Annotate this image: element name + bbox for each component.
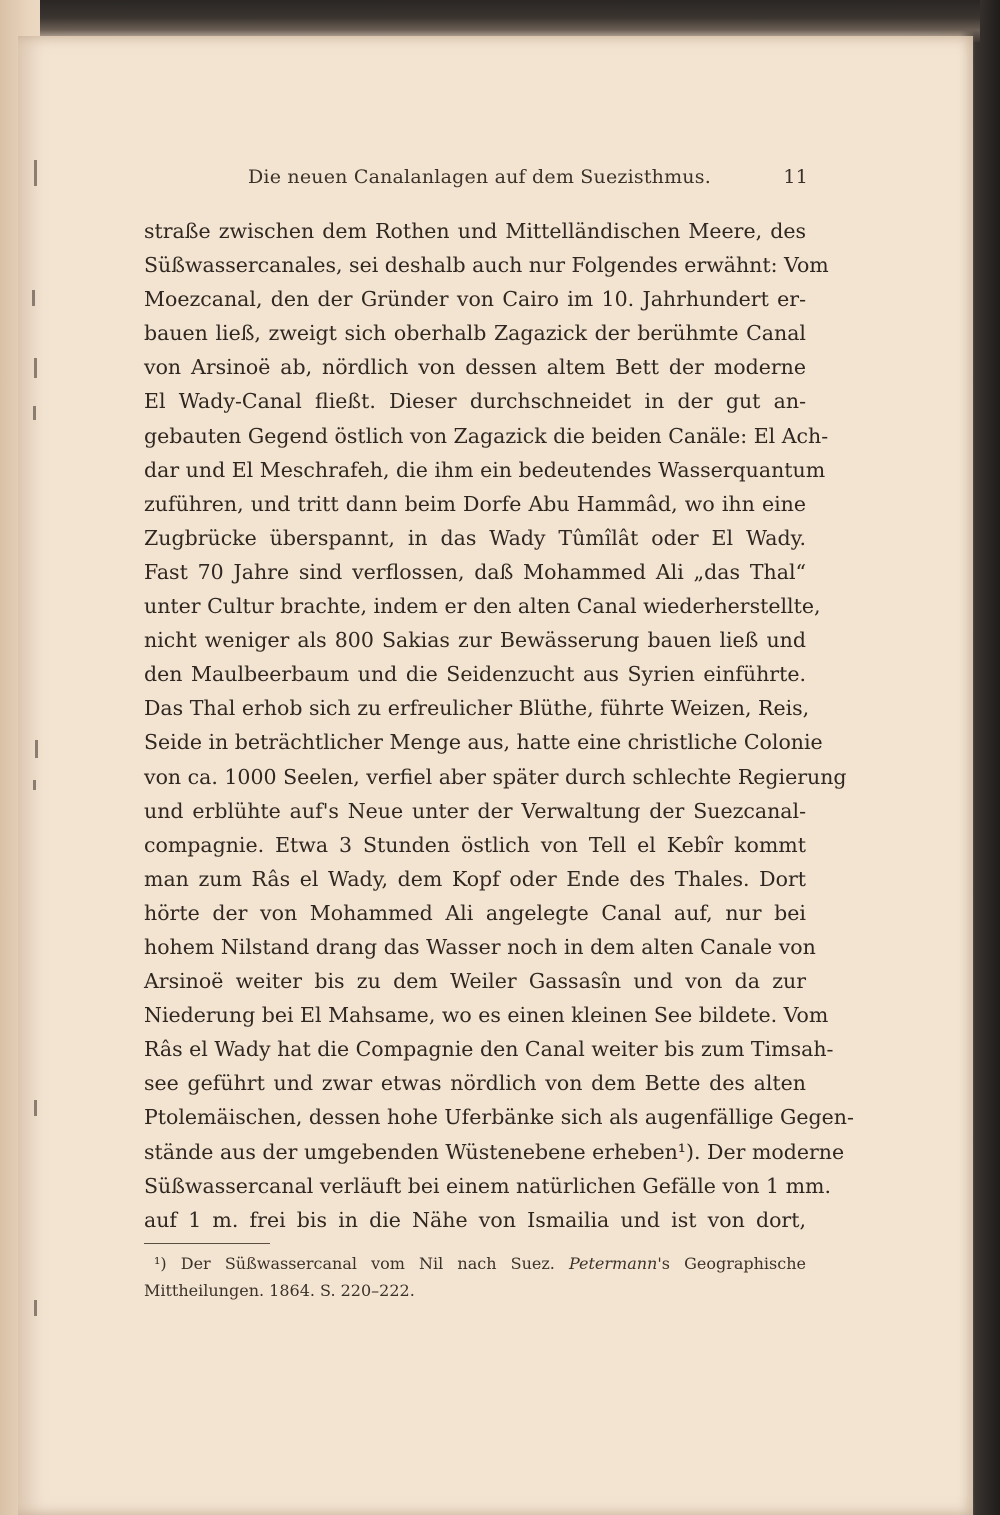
body-line: Zugbrücke überspannt, in das Wady Tûmîlât oder El Wady. [144,525,806,550]
body-text [144,214,854,1237]
body-line: Niederung bei El Mahsame, wo es einen kleinen See bildete. Vom [144,1003,829,1028]
body-line: straße zwischen dem Rothen und Mittelländischen Meere, des [144,219,806,243]
body-line: von ca. 1000 Seelen, verfiel aber später durch schlechte Regierung [144,764,847,789]
footnote-rule [144,1243,270,1244]
body-line: auf 1 m. frei bis in die Nähe von Ismailia und ist von dort, [144,1207,806,1232]
footnote-marker: ¹) [154,1254,167,1273]
running-title: Die neuen Canalanlagen auf dem Suezisthmus. [248,166,711,188]
margin-speck [34,1100,37,1116]
margin-speck [33,780,36,790]
body-line: hörte der von Mohammed Ali angelegte Canal auf, nur bei [144,900,806,925]
footnote-text-before: Der Süßwassercanal vom Nil nach Suez. [166,1254,569,1273]
body-line: Ptolemäischen, dessen hohe Uferbänke sich als augenfällige Gegen- [144,1105,854,1130]
body-line: dar und El Meschrafeh, die ihm ein bedeutendes Wasserquantum [144,457,826,482]
footnote-italic-name: Petermann [568,1254,658,1273]
body-line: von Arsinoë ab, nördlich von dessen altem Bett der moderne [144,355,806,380]
margin-speck [33,406,36,420]
body-line: und erblühte auf's Neue unter der Verwaltung der Suezcanal- [144,798,806,823]
body-line: hohem Nilstand drang das Wasser noch in dem alten Canale von [144,934,816,959]
footnote-line-1 [144,1250,806,1277]
body-line: Süßwassercanal verläuft bei einem natürlichen Gefälle von 1 mm. [144,1173,832,1198]
body-line: gebauten Gegend östlich von Zagazick die beiden Canäle: El Ach- [144,423,829,448]
margin-speck [32,290,35,306]
running-header [248,166,808,194]
body-line: Das Thal erhob sich zu erfreulicher Blüthe, führte Weizen, Reis, [144,696,810,721]
body-line: unter Cultur brachte, indem er den alten Canal wiederherstellte, [144,594,821,619]
body-line: see geführt und zwar etwas nördlich von dem Bette des alten [144,1071,806,1096]
body-line: bauen ließ, zweigt sich oberhalb Zagazick der berühmte Canal [144,321,806,346]
body-line: zuführen, und tritt dann beim Dorfe Abu Hammâd, wo ihn eine [144,491,806,516]
margin-speck [34,1300,37,1316]
footnote-line-2: Mittheilungen. 1864. S. 220–222. [144,1281,415,1300]
margin-speck [34,160,37,186]
page-number: 11 [783,166,808,188]
margin-specks [22,150,42,1400]
body-line: compagnie. Etwa 3 Stunden östlich von Tell el Kebîr kommt [144,832,806,857]
body-line: den Maulbeerbaum und die Seidenzucht aus Syrien einführte. [144,662,806,687]
body-line: El Wady-Canal fließt. Dieser durchschneidet in der gut an- [144,389,806,414]
body-line: man zum Râs el Wady, dem Kopf oder Ende des Thales. Dort [144,866,806,891]
margin-speck [34,358,37,378]
body-line: Fast 70 Jahre sind verflossen, daß Mohammed Ali „das Thal“ [144,559,806,584]
body-line: Arsinoë weiter bis zu dem Weiler Gassasîn und von da zur [144,969,806,994]
footnote-text-after: 's Geographische [657,1254,806,1273]
body-line: Seide in beträchtlicher Menge aus, hatte eine christliche Colonie [144,730,823,755]
body-line: stände aus der umgebenden Wüstenebene erheben¹). Der moderne [144,1139,845,1164]
body-line: Moezcanal, den der Gründer von Cairo im 10. Jahrhundert er- [144,287,806,312]
body-line: Süßwassercanales, sei deshalb auch nur Folgendes erwähnt: Vom [144,253,829,278]
footnote [144,1250,806,1304]
margin-speck [35,740,38,758]
body-line: nicht weniger als 800 Sakias zur Bewässerung bauen ließ und [144,628,806,653]
body-line: Râs el Wady hat die Compagnie den Canal weiter bis zum Timsah- [144,1037,834,1062]
